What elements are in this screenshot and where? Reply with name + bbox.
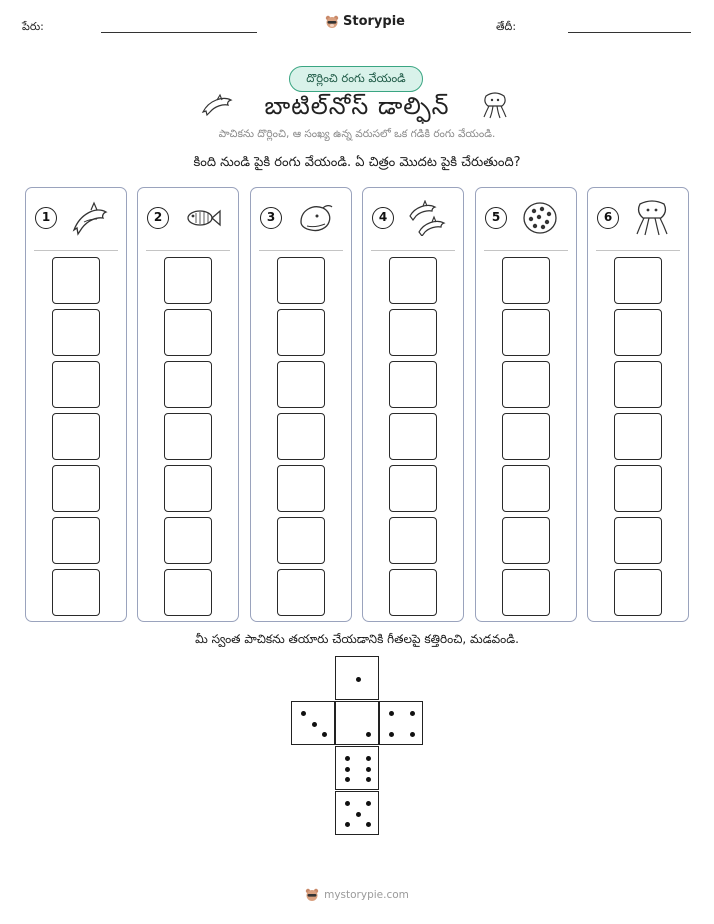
color-box[interactable] — [502, 517, 550, 564]
color-box[interactable] — [164, 413, 212, 460]
color-box[interactable] — [502, 569, 550, 616]
color-box[interactable] — [164, 517, 212, 564]
dice-net — [291, 656, 424, 836]
subtitle: పాచికను దొర్లించి, ఆ సంఖ్య ఉన్న వరుసలో ఒక గడికి రంగు వేయండి. — [218, 128, 496, 140]
column-number: 1 — [35, 207, 57, 229]
column-3 — [250, 187, 352, 622]
color-box[interactable] — [277, 569, 325, 616]
dice-pip — [356, 677, 361, 682]
color-box[interactable] — [164, 465, 212, 512]
color-box[interactable] — [614, 361, 662, 408]
color-box[interactable] — [389, 465, 437, 512]
color-box[interactable] — [614, 465, 662, 512]
date-line — [568, 32, 691, 33]
sea-sponge-icon — [520, 200, 560, 236]
column-divider — [596, 250, 680, 251]
column-number: 5 — [485, 207, 507, 229]
color-box[interactable] — [502, 361, 550, 408]
name-label: పేరు: — [22, 20, 44, 33]
dice-pip — [345, 822, 350, 827]
color-box[interactable] — [614, 309, 662, 356]
dice-face — [291, 701, 335, 745]
color-box[interactable] — [389, 413, 437, 460]
dice-face — [335, 656, 379, 700]
column-4 — [362, 187, 464, 622]
color-box[interactable] — [164, 309, 212, 356]
dolphin-title-icon — [201, 92, 235, 118]
column-number: 4 — [372, 207, 394, 229]
color-box[interactable] — [277, 517, 325, 564]
dice-pip — [366, 767, 371, 772]
dice-pip — [356, 812, 361, 817]
column-divider — [484, 250, 568, 251]
color-box[interactable] — [52, 517, 100, 564]
color-box[interactable] — [52, 309, 100, 356]
brand-name: Storypie — [343, 14, 405, 29]
color-box[interactable] — [52, 257, 100, 304]
color-box[interactable] — [277, 361, 325, 408]
squid-title-icon — [480, 92, 510, 120]
dice-face — [335, 701, 379, 745]
date-label: తేదీ: — [496, 20, 517, 33]
dice-pip — [345, 756, 350, 761]
activity-pill: దొర్లించి రంగు వేయండి — [289, 66, 423, 92]
color-box[interactable] — [389, 309, 437, 356]
column-divider — [371, 250, 455, 251]
column-number: 2 — [147, 207, 169, 229]
color-box[interactable] — [277, 309, 325, 356]
dice-pip — [301, 711, 306, 716]
column-header — [363, 188, 463, 250]
column-header — [476, 188, 576, 250]
dice-pip — [366, 732, 371, 737]
bear-footer-icon — [305, 888, 319, 902]
page-title: బాటిల్‌నోస్ డాల్ఫిన్ — [264, 92, 450, 120]
dolphin-head-icon — [295, 200, 335, 236]
dice-pip — [312, 722, 317, 727]
color-box[interactable] — [389, 361, 437, 408]
column-5 — [475, 187, 577, 622]
column-6 — [587, 187, 689, 622]
fish-icon — [182, 200, 222, 236]
color-box[interactable] — [52, 413, 100, 460]
dolphin-icon — [70, 200, 110, 236]
brand-logo — [325, 14, 405, 29]
dice-pip — [345, 767, 350, 772]
column-header — [26, 188, 126, 250]
color-box[interactable] — [502, 309, 550, 356]
footer — [0, 888, 714, 902]
column-number: 6 — [597, 207, 619, 229]
bear-logo-icon — [325, 15, 339, 29]
dice-pip — [322, 732, 327, 737]
dice-pip — [345, 801, 350, 806]
color-box[interactable] — [52, 361, 100, 408]
dice-face — [379, 701, 423, 745]
color-box[interactable] — [277, 413, 325, 460]
color-box[interactable] — [502, 465, 550, 512]
dice-pip — [345, 777, 350, 782]
color-box[interactable] — [277, 257, 325, 304]
dice-face — [335, 746, 379, 790]
column-header — [588, 188, 688, 250]
column-divider — [259, 250, 343, 251]
color-box[interactable] — [52, 569, 100, 616]
color-box[interactable] — [614, 413, 662, 460]
dice-pip — [389, 711, 394, 716]
dice-pip — [410, 711, 415, 716]
cut-instruction: మీ స్వంత పాచికను తయారు చేయడానికి గీతలపై కత్తిరించి, మడవండి. — [195, 632, 519, 646]
color-box[interactable] — [164, 361, 212, 408]
column-header — [251, 188, 351, 250]
color-box[interactable] — [389, 257, 437, 304]
color-box[interactable] — [389, 517, 437, 564]
color-box[interactable] — [52, 465, 100, 512]
column-1 — [25, 187, 127, 622]
color-box[interactable] — [614, 517, 662, 564]
color-box[interactable] — [277, 465, 325, 512]
dice-pip — [410, 732, 415, 737]
dice-pip — [366, 756, 371, 761]
color-box[interactable] — [614, 569, 662, 616]
instruction-text: కింది నుండి పైకి రంగు వేయండి. ఏ చిత్రం మొదట పైకి చేరుతుంది? — [193, 155, 521, 170]
color-box[interactable] — [164, 569, 212, 616]
dice-pip — [389, 732, 394, 737]
dolphin-pair-icon — [407, 200, 447, 236]
color-box[interactable] — [502, 257, 550, 304]
dice-pip — [366, 801, 371, 806]
color-box[interactable] — [164, 257, 212, 304]
dice-pip — [366, 822, 371, 827]
column-divider — [146, 250, 230, 251]
name-line — [101, 32, 257, 33]
color-box[interactable] — [502, 413, 550, 460]
dice-pip — [366, 777, 371, 782]
footer-site: mystorypie.com — [324, 889, 409, 901]
dice-face — [335, 791, 379, 835]
column-divider — [34, 250, 118, 251]
squid-icon — [632, 200, 672, 236]
column-2 — [137, 187, 239, 622]
color-box[interactable] — [614, 257, 662, 304]
column-number: 3 — [260, 207, 282, 229]
color-box[interactable] — [389, 569, 437, 616]
column-header — [138, 188, 238, 250]
